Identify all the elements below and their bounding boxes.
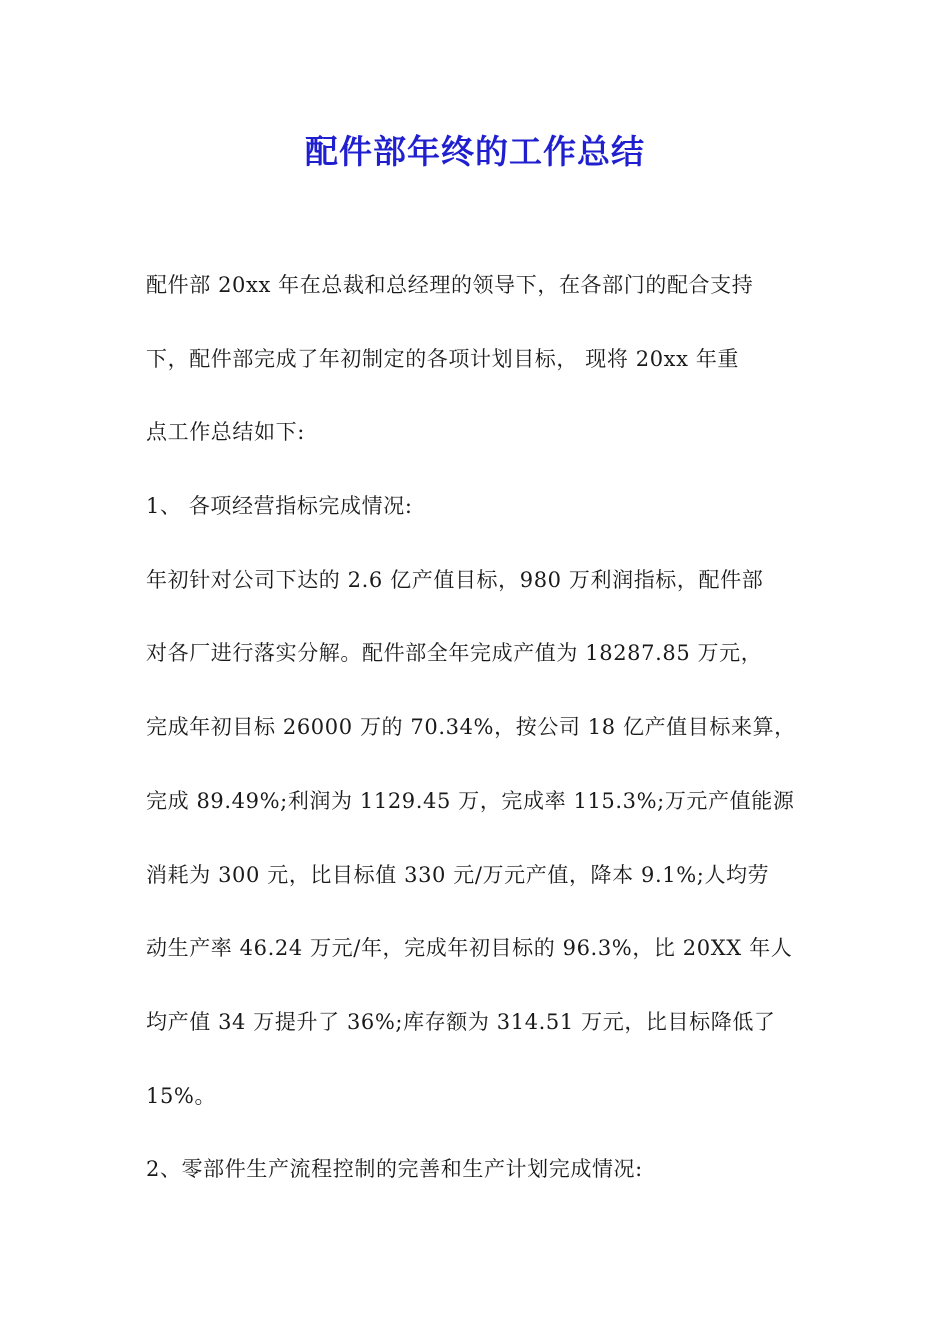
body-line: 完成 89.49%;利润为 1129.45 万，完成率 115.3%;万元产值能源: [146, 788, 795, 813]
body-line: 下，配件部完成了年初制定的各项计划目标， 现将 20xx 年重: [146, 346, 740, 371]
body-line: 均产值 34 万提升了 36%;库存额为 314.51 万元，比目标降低了: [146, 1009, 776, 1034]
body-line: 15%。: [146, 1083, 217, 1108]
body-line: 年初针对公司下达的 2.6 亿产值目标，980 万利润指标，配件部: [146, 567, 764, 592]
document-title: 配件部年终的工作总结: [305, 132, 645, 171]
document-body: [146, 260, 808, 1218]
body-line: 点工作总结如下:: [146, 420, 305, 445]
body-line: 动生产率 46.24 万元/年，完成年初目标的 96.3%，比 20XX 年人: [146, 936, 793, 961]
body-line: 完成年初目标 26000 万的 70.34%，按公司 18 亿产值目标来算，: [146, 715, 796, 740]
section-heading-2: 2、零部件生产流程控制的完善和生产计划完成情况:: [146, 1157, 643, 1182]
body-line: 配件部 20xx 年在总裁和总经理的领导下，在各部门的配合支持: [146, 273, 754, 297]
body-line: 对各厂进行落实分解。配件部全年完成产值为 18287.85 万元，: [146, 641, 763, 666]
body-line: 消耗为 300 元，比目标值 330 元/万元产值，降本 9.1%;人均劳: [146, 862, 770, 887]
section-heading-1: 1、 各项经营指标完成情况:: [146, 494, 413, 519]
